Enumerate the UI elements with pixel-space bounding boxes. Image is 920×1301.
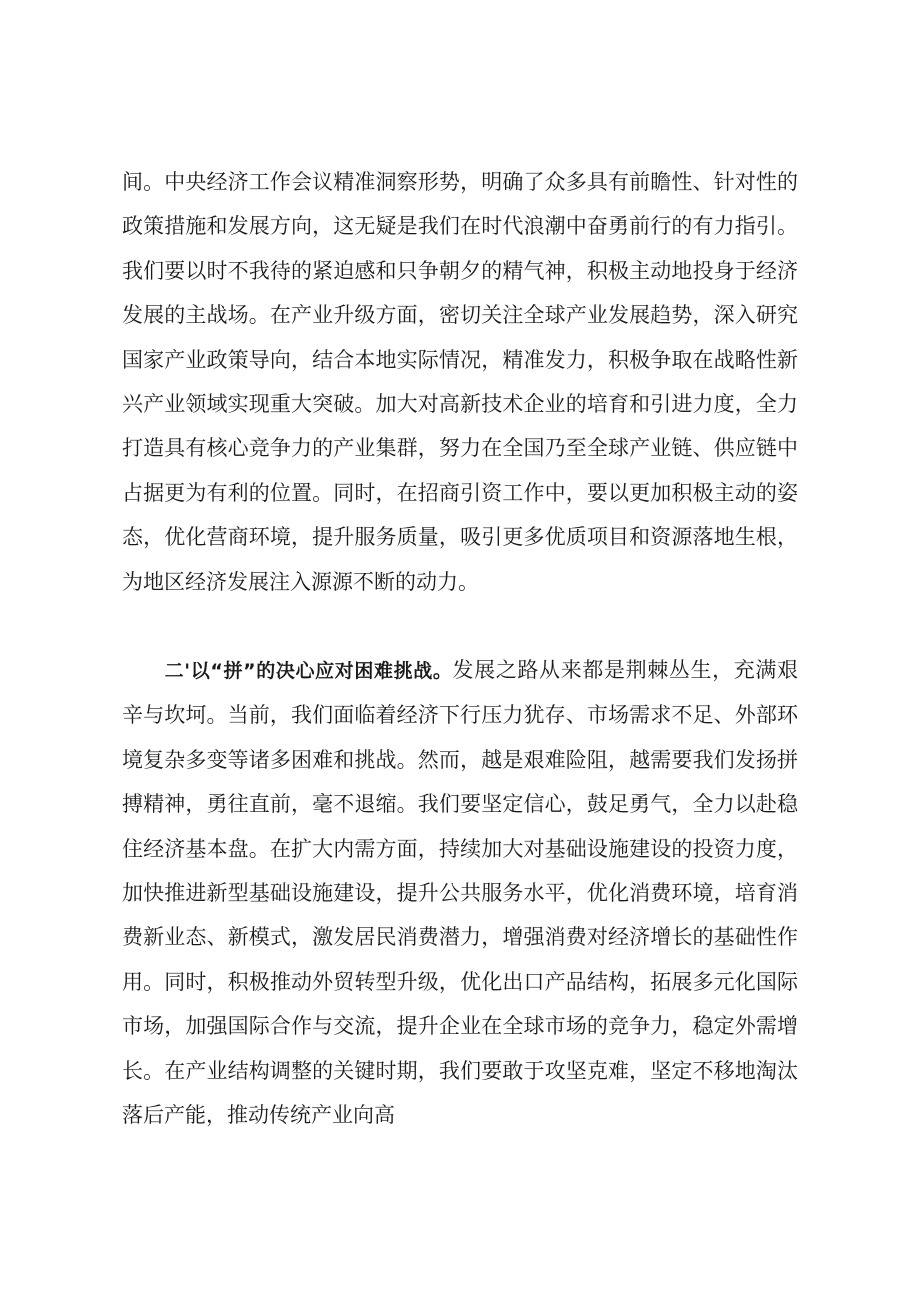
paragraph-industry-upgrade: 间。中央经济工作会议精准洞察形势，明确了众多具有前瞻性、针对性的政策措施和发展方向，这无疑是我们在时代浪潮中奋勇前行的有力指引。我们要以时不我待的紧迫感和只争朝夕的精气神，积极主动地投身于经济发展的主战场。在产业升级方面，密切关注全球产业发展趋势，深入研究国家产业政策导向，结合本地实际情况，精准发力，积极争取在战略性新兴产业领域实现重大突破。加大对高新技术企业的培育和引进力度，全力打造具有核心竞争力的产业集群，努力在全国乃至全球产业链、供应链中占据更为有利的位置。同时，在招商引资工作中，要以更加积极主动的姿态，优化营商环境，提升服务质量，吸引更多优质项目和资源落地生根，为地区经济发展注入源源不断的动力。 <box>122 170 798 594</box>
paragraph-overcome-challenges <box>122 648 798 1137</box>
section-heading: 二'以“拼”的决心应对困难挑战。 <box>164 660 453 682</box>
paragraph-body: 发展之路从来都是荆棘丛生，充满艰辛与坎坷。当前，我们面临着经济下行压力犹存、市场需求不足、外部环境复杂多变等诸多困难和挑战。然而，越是艰难险阻，越需要我们发扬拼搏精神，勇往直前，毫不退缩。我们要坚定信心，鼓足勇气，全力以赴稳住经济基本盘。在扩大内需方面，持续加大对基础设施建设的投资力度，加快推进新型基础设施建设，提升公共服务水平，优化消费环境，培育消费新业态、新模式，激发居民消费潜力，增强消费对经济增长的基础性作用。同时，积极推动外贸转型升级，优化出口产品结构，拓展多元化国际市场，加强国际合作与交流，提升企业在全球市场的竞争力，稳定外需增长。在产业结构调整的关键时期，我们要敢于攻坚克难，坚定不移地淘汰落后产能，推动传统产业向高 <box>122 658 798 1128</box>
